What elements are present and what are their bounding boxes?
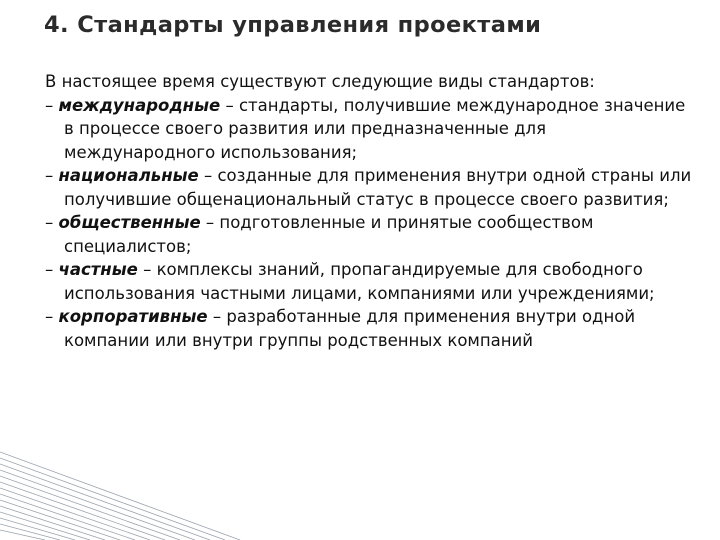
definition-national: – созданные для применения внутри одной страны или получившие общенациональный статус в процессе своего развития; [64,166,692,209]
list-item-private [45,258,695,305]
term-public: общественные [58,213,201,232]
definition-private: – комплексы знаний, пропагандируемые для свободного использования частными лицами, компаниями или учреждениями; [64,260,655,303]
term-international: международные [58,95,221,115]
list-item-corporate [45,305,695,352]
list-dash: – [45,166,54,185]
intro-paragraph: В настоящее время существуют следующие виды стандартов: [45,72,595,91]
term-national: национальные [58,166,199,185]
slide-title: 4. Стандарты управления проектами [44,12,542,38]
slide-body [45,70,695,352]
list-dash: – [45,260,54,279]
list-dash: – [45,95,54,115]
decorative-corner-lines [0,440,720,540]
list-item-national [45,164,695,211]
list-item-international [45,94,695,165]
definition-public: – подготовленные и принятые сообществом специалистов; [64,213,594,256]
term-corporate: корпоративные [58,307,208,326]
term-private: частные [58,260,138,279]
list-dash: – [45,307,54,326]
definition-corporate: – разработанные для применения внутри одной компании или внутри группы родственных компаний [64,307,636,350]
list-dash: – [45,213,54,232]
list-item-public [45,211,695,258]
definition-international: – стандарты, получившие международное значение в процессе своего развития или предназначенные для международного использования; [64,95,686,162]
